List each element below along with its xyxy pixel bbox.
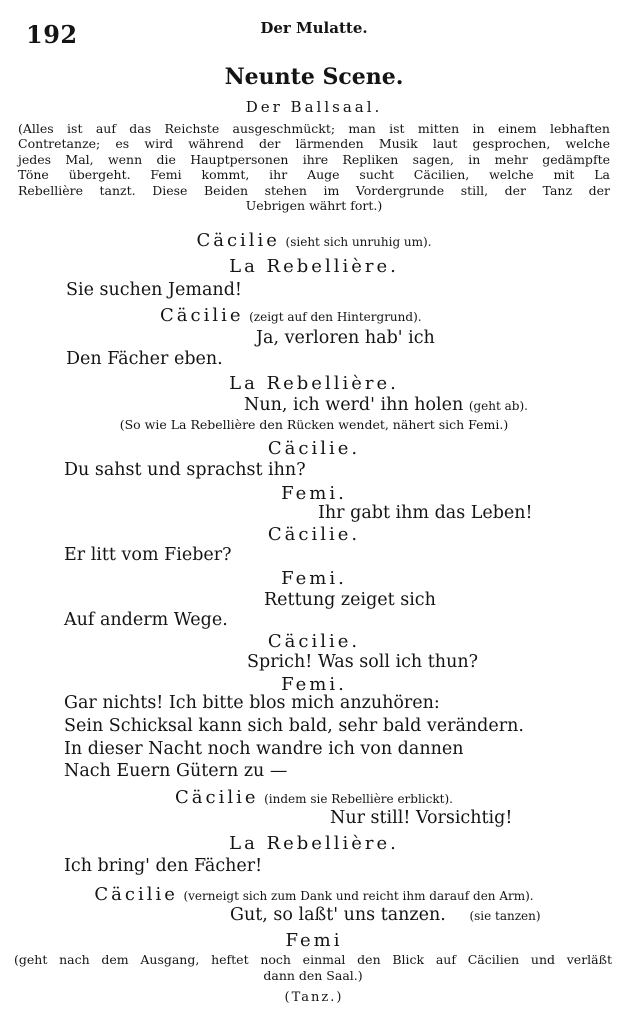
speaker-name: Cäcilie.: [267, 524, 361, 545]
dialogue-line: [0, 884, 628, 905]
verse-line: Sie suchen Jemand!: [66, 280, 242, 300]
verse-line: Rettung zeiget sich: [264, 590, 436, 610]
stage-direction: (indem sie Rebellière erblickt).: [264, 792, 453, 806]
dialogue-line: [0, 787, 628, 808]
verse-line: Den Fächer eben.: [66, 349, 223, 369]
stage-direction-line: Rebellière tanzt. Diese Beiden stehen im Vordergrunde still, der Tanz der: [18, 182, 610, 198]
dialogue-line: [244, 395, 528, 415]
verse-line: Sein Schicksal kann sich bald, sehr bald verändern.: [64, 716, 524, 736]
stage-direction-line: Contretanze; es wird während der lärmenden Musik laut gesprochen, welche: [18, 136, 610, 152]
verse-line: Er litt vom Fieber?: [64, 545, 232, 565]
dialogue-line: [0, 833, 628, 854]
dialogue-line: [230, 905, 541, 925]
dialogue-line: [0, 373, 628, 394]
dialogue-line: [0, 674, 628, 695]
speaker-name: Cäcilie: [160, 305, 244, 326]
speaker-name: Femi.: [281, 483, 347, 504]
dialogue-line: [0, 230, 628, 251]
stage-direction-line: Töne übergeht. Femi kommt, ihr Auge sucht Cäcilien, welche mit La: [18, 167, 610, 183]
speaker-name: Cäcilie: [196, 230, 280, 251]
stage-direction-line: (geht nach dem Ausgang, heftet noch einmal den Blick auf Cäcilien und verläßt: [14, 952, 612, 967]
verse-text: Nun, ich werd' ihn holen: [244, 395, 464, 415]
dialogue-line: [0, 631, 628, 652]
speaker-name: La Rebellière.: [229, 256, 399, 277]
dialogue-line: [0, 568, 628, 589]
dialogue-line: [0, 483, 628, 504]
dialogue-line: [160, 305, 422, 326]
verse-line: Auf anderm Wege.: [64, 610, 228, 630]
speaker-name: La Rebellière.: [229, 833, 399, 854]
running-title: Der Mulatte.: [260, 19, 368, 37]
stage-direction: (sie tanzen): [469, 909, 541, 923]
verse-line: Ihr gabt ihm das Leben!: [318, 503, 533, 523]
dialogue-line: [0, 438, 628, 459]
stage-direction: (sieht sich unruhig um).: [285, 235, 432, 249]
page-number: 192: [26, 20, 78, 49]
speaker-name: Cäcilie.: [267, 438, 361, 459]
verse-line: Nur still! Vorsichtig!: [330, 808, 513, 828]
stage-direction: (geht ab).: [468, 399, 528, 413]
scene-title: Neunte Scene.: [224, 64, 404, 90]
verse-line: Gar nichts! Ich bitte blos mich anzuhören:: [64, 693, 440, 713]
opening-stage-direction: [18, 121, 610, 213]
speaker-name: Cäcilie.: [267, 631, 361, 652]
scene-setting: Der Ballsaal.: [245, 98, 383, 116]
verse-line: Du sahst und sprachst ihn?: [64, 460, 306, 480]
dialogue-line: [0, 930, 628, 951]
stage-direction-line: Uebrigen währt fort.): [245, 198, 383, 214]
speaker-name: Femi.: [281, 674, 347, 695]
verse-line: Sprich! Was soll ich thun?: [247, 652, 478, 672]
verse-text: Gut, so laßt' uns tanzen.: [230, 905, 446, 925]
closing-direction: (Tanz.): [284, 990, 344, 1005]
stage-direction: (verneigt sich zum Dank und reicht ihm darauf den Arm).: [183, 889, 534, 903]
dialogue-line: [0, 524, 628, 545]
stage-direction-line: dann den Saal.): [263, 967, 363, 983]
stage-direction-line: jedes Mal, wenn die Hauptpersonen ihre Repliken sagen, in mehr gedämpfte: [18, 151, 610, 167]
stage-direction: (So wie La Rebellière den Rücken wendet, nähert sich Femi.): [119, 417, 509, 432]
verse-line: Ich bring' den Fächer!: [64, 856, 263, 876]
verse-line: Ja, verloren hab' ich: [256, 328, 435, 348]
verse-line: In dieser Nacht noch wandre ich von dannen: [64, 739, 464, 759]
stage-direction-line: (Alles ist auf das Reichste ausgeschmückt; man ist mitten in einem lebhaften: [18, 121, 610, 136]
dialogue-line: [0, 256, 628, 277]
speaker-name: Femi: [285, 930, 343, 951]
speaker-name: La Rebellière.: [229, 373, 399, 394]
speaker-name: Femi.: [281, 568, 347, 589]
verse-line: Nach Euern Gütern zu —: [64, 761, 288, 781]
speaker-name: Cäcilie: [175, 787, 259, 808]
stage-direction: (zeigt auf den Hintergrund).: [249, 310, 422, 324]
closing-stage-direction: [14, 952, 612, 983]
speaker-name: Cäcilie: [94, 884, 178, 905]
